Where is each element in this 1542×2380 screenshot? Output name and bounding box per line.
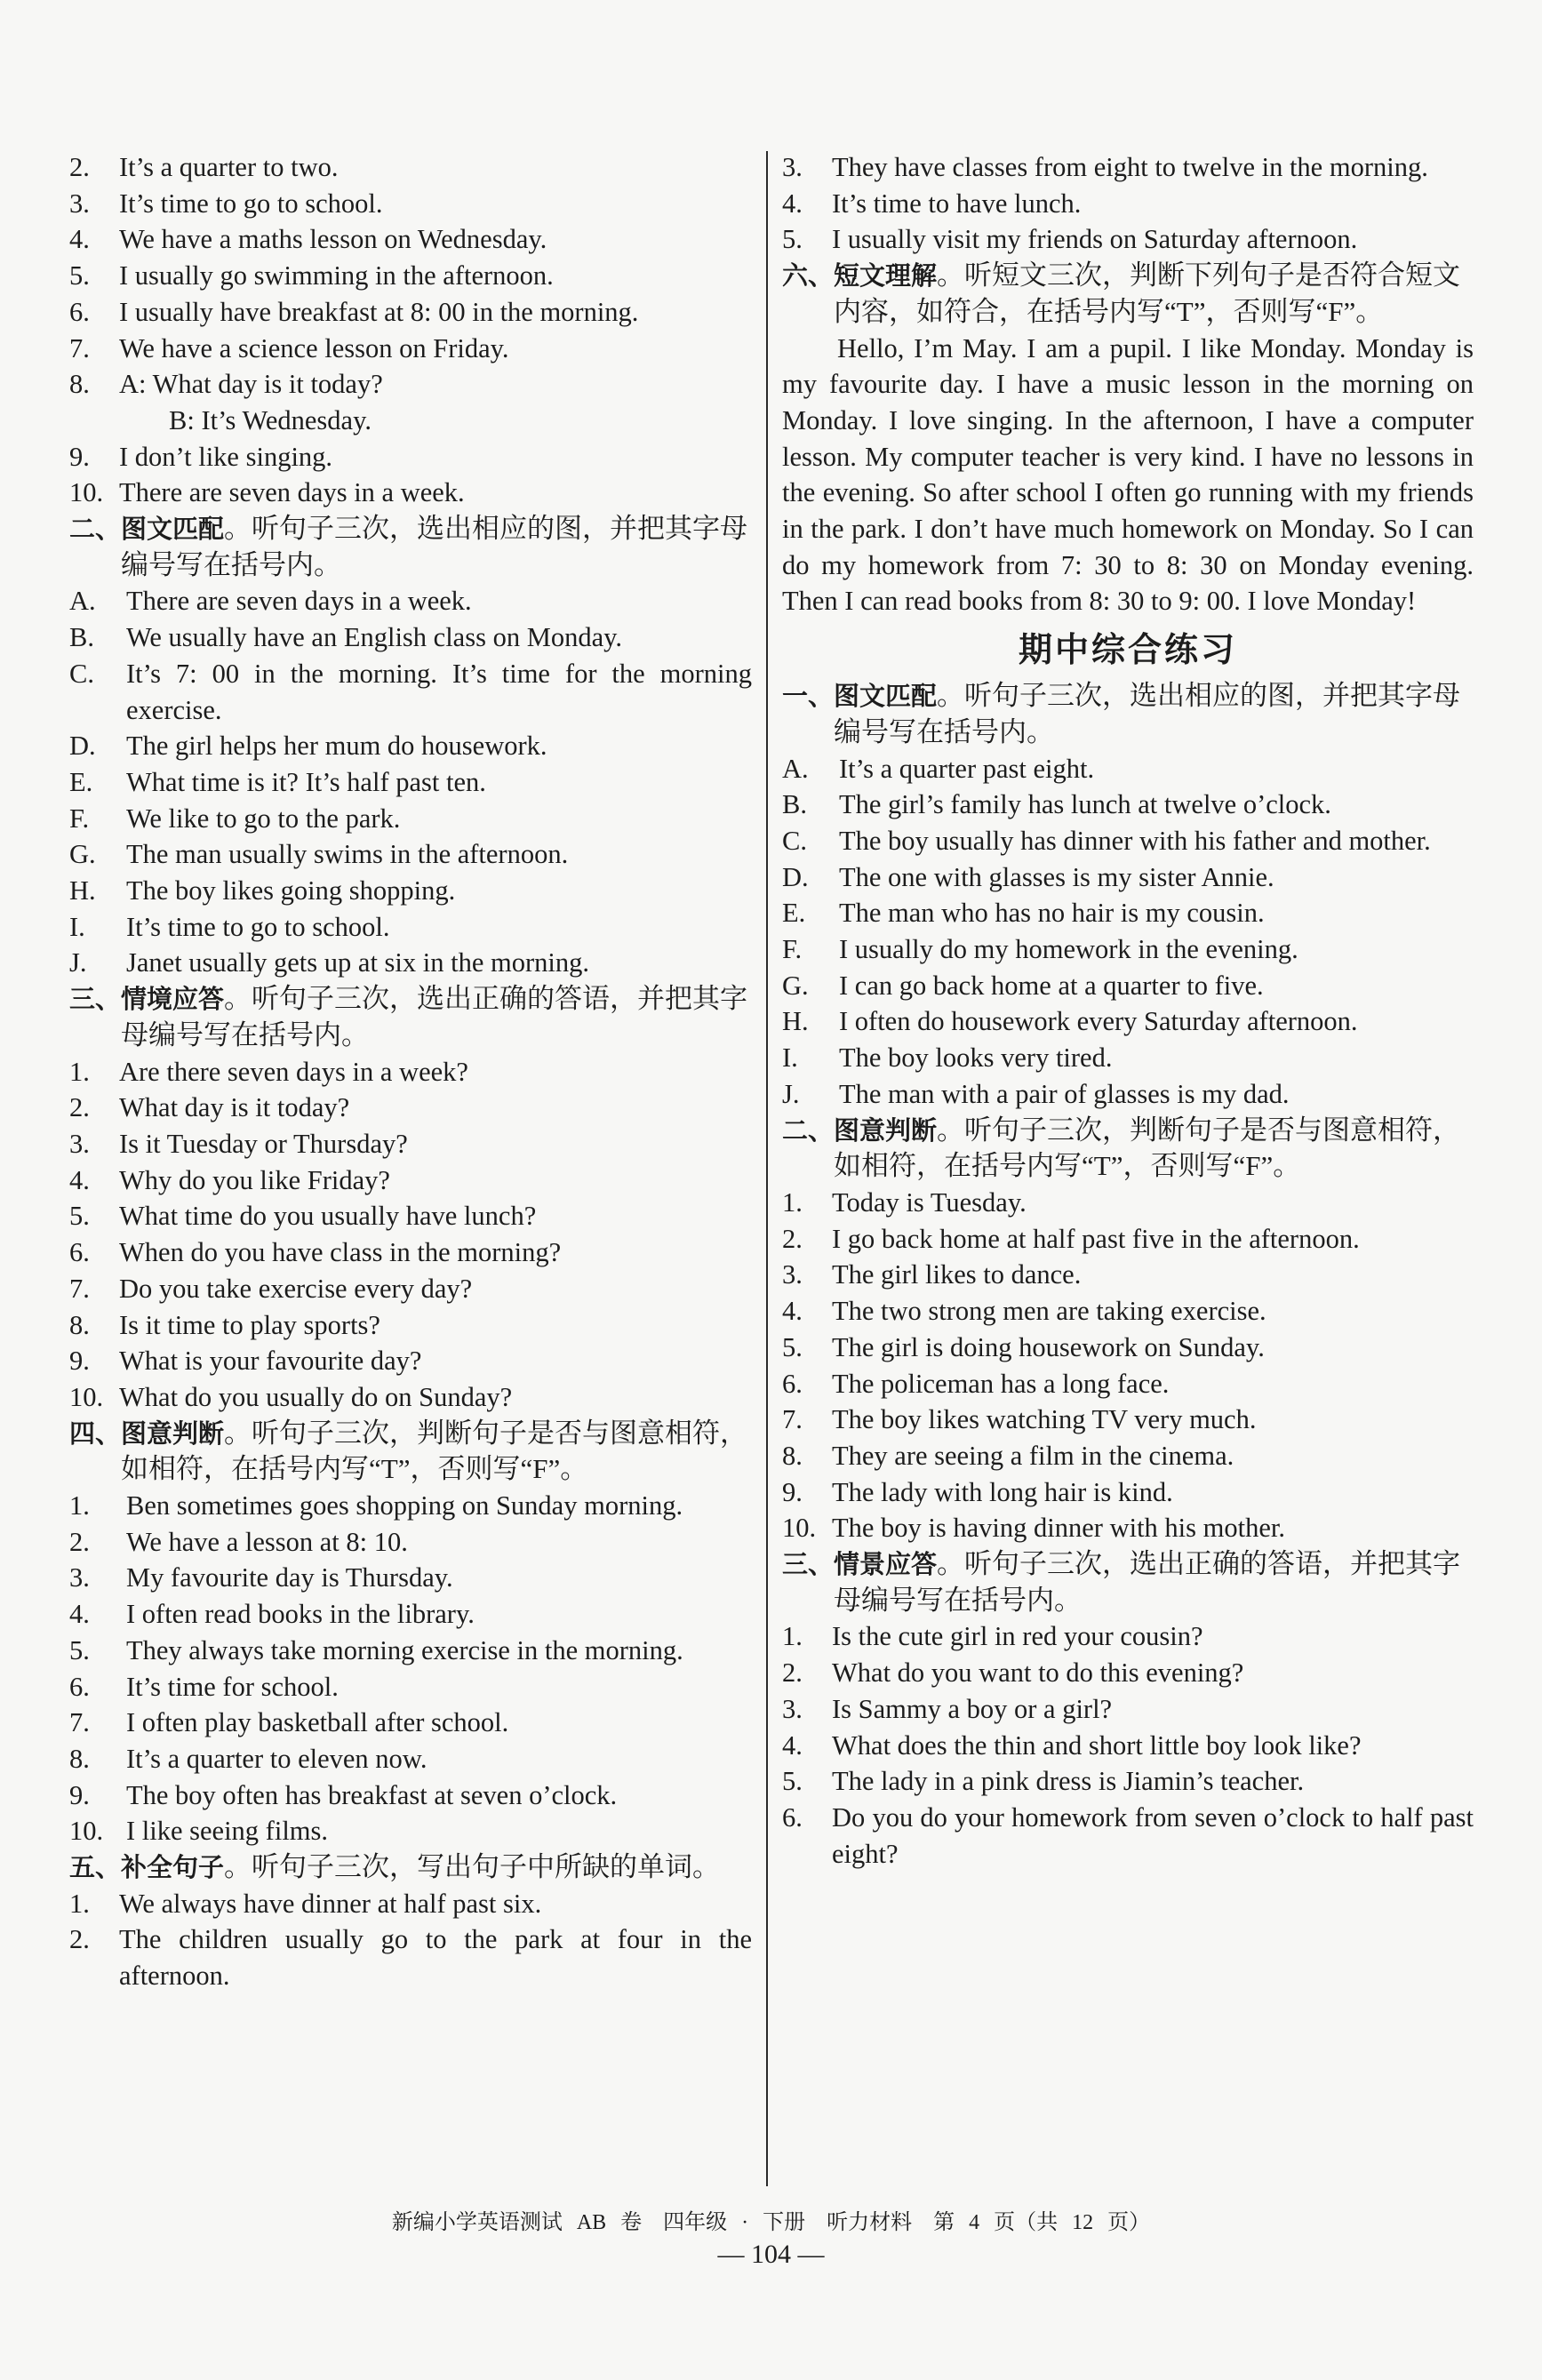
item-text: We like to go to the park.	[126, 803, 401, 834]
section-number: 一、	[782, 681, 835, 712]
item-text: The boy looks very tired.	[839, 1042, 1113, 1074]
list-item	[69, 945, 752, 981]
list-item	[69, 221, 752, 258]
list-item	[782, 1763, 1474, 1800]
list-item	[782, 787, 1474, 823]
item-number: E.	[782, 898, 806, 929]
list-item	[69, 1705, 752, 1741]
item-number: 1.	[69, 1490, 90, 1521]
right-column	[782, 149, 1474, 1872]
item-number: 6.	[69, 296, 90, 327]
item-number: 4.	[782, 1296, 803, 1327]
list-item	[782, 931, 1474, 968]
item-text: The boy usually has dinner with his father and mother.	[839, 825, 1431, 856]
item-number: 3.	[782, 1693, 803, 1724]
item-text: The girl’s family has lunch at twelve o’clock.	[839, 789, 1331, 820]
list-item	[69, 1379, 752, 1416]
item-text: I usually have breakfast at 8: 00 in the morning.	[119, 296, 639, 327]
section-text: 。听短文三次，判断下列句子是否符合短文内容，如符合，在括号内写“T”，否则写“F”。	[834, 260, 1461, 327]
item-text: What time is it? It’s half past ten.	[126, 766, 486, 797]
item-number: 10.	[782, 1513, 817, 1544]
list-item	[69, 186, 752, 222]
list-item	[69, 1307, 752, 1344]
item-text: What is your favourite day?	[119, 1346, 422, 1377]
column-divider	[766, 151, 768, 2186]
item-text: The policeman has a long face.	[832, 1368, 1170, 1399]
item-text: I often do housework every Saturday afternoon.	[839, 1006, 1358, 1037]
list-item	[782, 1076, 1474, 1113]
section-name: 图意判断	[121, 1418, 225, 1449]
item-number: 5.	[782, 1331, 803, 1362]
item-number: C.	[69, 658, 94, 689]
list-item	[69, 1198, 752, 1234]
list-item	[69, 801, 752, 837]
section-heading	[69, 1416, 752, 1488]
list-item	[782, 1040, 1474, 1076]
item-number: 9.	[782, 1476, 803, 1507]
item-text: I go back home at half past five in the afternoon.	[832, 1223, 1360, 1254]
list-item	[69, 909, 752, 946]
item-text: The girl is doing housework on Sunday.	[832, 1331, 1265, 1362]
item-number: 2.	[69, 1924, 90, 1955]
item-text: We have a maths lesson on Wednesday.	[119, 224, 547, 255]
section-name: 情境应答	[121, 984, 225, 1015]
item-number: 3.	[69, 1562, 90, 1593]
item-number: 6.	[782, 1368, 803, 1399]
list-item	[69, 656, 752, 728]
item-text: Is Sammy a boy or a girl?	[832, 1693, 1113, 1724]
list-item	[782, 1728, 1474, 1764]
section-name: 图文匹配	[834, 681, 938, 712]
list-item	[782, 1438, 1474, 1474]
item-text: What do you want to do this evening?	[832, 1657, 1244, 1689]
section-text: 。听句子三次，选出正确的答语，并把其字母编号写在括号内。	[834, 1548, 1461, 1616]
section-text: 。听句子三次，判断句子是否与图意相符，如相符，在括号内写“T”，否则写“F”。	[121, 1417, 748, 1485]
item-number: 10.	[69, 1816, 104, 1847]
list-item	[69, 1488, 752, 1524]
item-text: The boy likes going shopping.	[126, 875, 456, 906]
list-item	[782, 221, 1474, 258]
section-text: 。听句子三次，判断句子是否与图意相符，如相符，在括号内写“T”，否则写“F”。	[834, 1114, 1461, 1182]
list-item	[69, 619, 752, 656]
item-number: 10.	[69, 1381, 104, 1412]
list-item	[69, 366, 752, 403]
item-text: The one with glasses is my sister Annie.	[839, 861, 1274, 892]
item-number: D.	[69, 731, 96, 762]
item-number: 3.	[69, 1128, 90, 1159]
list-item	[69, 403, 752, 439]
list-item	[782, 186, 1474, 222]
list-item	[69, 1921, 752, 1993]
item-number: 4.	[782, 1729, 803, 1761]
section-instruction	[121, 981, 752, 1053]
list-item	[69, 728, 752, 764]
section-heading	[782, 258, 1474, 330]
list-item	[69, 1524, 752, 1561]
item-number: 5.	[69, 260, 90, 292]
item-text: Are there seven days in a week?	[119, 1056, 468, 1087]
section-text: 。听句子三次，选出相应的图，并把其字母编号写在括号内。	[834, 680, 1461, 747]
item-number: 10.	[69, 477, 104, 508]
item-text: They are seeing a film in the cinema.	[832, 1440, 1234, 1471]
item-number: 1.	[782, 1621, 803, 1652]
list-item	[782, 968, 1474, 1004]
section-number: 六、	[782, 260, 835, 292]
item-text: A: What day is it today?	[119, 369, 383, 400]
item-text: The girl helps her mum do housework.	[126, 731, 547, 762]
passage	[782, 331, 1474, 620]
item-text: It’s a quarter past eight.	[839, 753, 1095, 784]
item-text: Why do you like Friday?	[119, 1164, 390, 1195]
item-number: A.	[69, 586, 96, 617]
item-text: It’s 7: 00 in the morning. It’s time for the morning exercise.	[126, 658, 752, 725]
item-number: 9.	[69, 1779, 90, 1810]
item-number: 5.	[69, 1634, 90, 1665]
item-number: 7.	[782, 1404, 803, 1435]
list-item	[69, 1741, 752, 1777]
section-name: 图意判断	[834, 1114, 938, 1146]
list-item	[782, 823, 1474, 859]
item-number: 9.	[69, 441, 90, 472]
item-text: The boy is having dinner with his mother.	[832, 1513, 1285, 1544]
item-text: The children usually go to the park at four in the afternoon.	[119, 1924, 752, 1992]
list-item	[69, 1234, 752, 1271]
item-number: 3.	[69, 188, 90, 219]
item-text: The two strong men are taking exercise.	[832, 1296, 1266, 1327]
item-text: I usually go swimming in the afternoon.	[119, 260, 554, 292]
item-number: E.	[69, 766, 93, 797]
item-number: G.	[782, 970, 809, 1001]
section-instruction	[834, 678, 1474, 750]
item-text: It’s time to go to school.	[126, 911, 390, 942]
item-text: It’s time to go to school.	[119, 188, 383, 219]
list-item	[69, 1669, 752, 1705]
item-number	[69, 403, 169, 439]
item-text: The boy likes watching TV very much.	[832, 1404, 1257, 1435]
section-text: 。听句子三次，选出相应的图，并把其字母编号写在括号内。	[121, 513, 748, 580]
list-item	[782, 895, 1474, 931]
item-text: We have a science lesson on Friday.	[119, 332, 509, 363]
list-item	[782, 751, 1474, 787]
item-text: Do you do your homework from seven o’clock to half past eight?	[832, 1801, 1474, 1869]
item-text: What do you usually do on Sunday?	[119, 1381, 513, 1412]
item-number: 7.	[69, 1273, 90, 1304]
item-number: 3.	[782, 1259, 803, 1290]
section-heading	[69, 981, 752, 1053]
item-text: We usually have an English class on Monday.	[126, 622, 623, 653]
item-text: It’s a quarter to eleven now.	[126, 1743, 427, 1774]
item-number: 4.	[782, 188, 803, 219]
list-item	[69, 1777, 752, 1814]
section-heading	[782, 1546, 1474, 1618]
item-number: I.	[69, 911, 85, 942]
item-number: D.	[782, 861, 809, 892]
item-number: 7.	[69, 1707, 90, 1738]
list-item	[782, 859, 1474, 896]
passage-text: Hello, I’m May. I am a pupil. I like Monday. Monday is my favourite day. I have a music lesson in the morning on Monday. I love singing. In the afternoon, I have a computer lesson. My computer teacher is very kind. I have no lessons in the evening. So after school I often go running with my friends in the park. I don’t have much homework on Monday. So I can do my homework from 7: 30 to 8: 30 on Monday evening. Then I can read books from 8: 30 to 9: 00. I love Monday!	[782, 332, 1474, 617]
list-item	[69, 836, 752, 873]
list-item	[782, 1185, 1474, 1221]
list-item	[782, 1618, 1474, 1655]
item-number: 2.	[782, 1657, 803, 1689]
item-text: They have classes from eight to twelve in the morning.	[832, 152, 1428, 182]
list-item	[782, 1474, 1474, 1511]
item-text: I usually do my homework in the evening.	[839, 934, 1298, 965]
item-number: H.	[782, 1006, 809, 1037]
list-item	[69, 1054, 752, 1090]
section-name: 补全句子	[121, 1852, 225, 1883]
list-item	[69, 1886, 752, 1922]
list-item	[69, 1633, 752, 1669]
section-instruction	[121, 1849, 752, 1886]
item-number: J.	[69, 947, 87, 978]
section-instruction	[121, 511, 752, 583]
list-item	[69, 294, 752, 331]
list-item	[782, 1330, 1474, 1366]
list-item	[782, 149, 1474, 186]
left-column	[69, 149, 752, 1994]
item-text: My favourite day is Thursday.	[126, 1562, 453, 1593]
list-item	[782, 1293, 1474, 1330]
item-text: The man usually swims in the afternoon.	[126, 839, 569, 870]
item-number: 5.	[782, 224, 803, 255]
section-number: 五、	[69, 1852, 122, 1883]
section-text: 。听句子三次，写出句子中所缺的单词。	[224, 1851, 721, 1883]
item-text: What time do you usually have lunch?	[119, 1201, 537, 1232]
item-text: I often play basketball after school.	[126, 1707, 509, 1738]
item-number: 5.	[782, 1766, 803, 1797]
list-item	[69, 1560, 752, 1596]
list-item	[69, 331, 752, 367]
item-number: 8.	[782, 1440, 803, 1471]
section-name: 图文匹配	[121, 514, 225, 545]
item-number: 6.	[69, 1671, 90, 1702]
list-item	[69, 873, 752, 909]
item-text: I often read books in the library.	[126, 1599, 475, 1630]
list-item	[782, 1221, 1474, 1258]
section-instruction	[834, 1113, 1474, 1185]
item-text: Today is Tuesday.	[832, 1186, 1027, 1218]
section-number: 二、	[782, 1114, 835, 1146]
item-number: 9.	[69, 1346, 90, 1377]
item-number: 1.	[782, 1186, 803, 1218]
item-number: J.	[782, 1078, 800, 1109]
section-title: 期中综合练习	[1018, 630, 1237, 670]
item-number: 6.	[782, 1801, 803, 1833]
item-number: 2.	[69, 1092, 90, 1123]
item-text: I don’t like singing.	[119, 441, 333, 472]
section-name: 情景应答	[834, 1549, 938, 1580]
list-item	[69, 1596, 752, 1633]
section-heading	[782, 678, 1474, 750]
item-text: B: It’s Wednesday.	[169, 404, 372, 435]
list-item	[69, 439, 752, 475]
item-number: 8.	[69, 1309, 90, 1340]
section-text: 。听句子三次，选出正确的答语，并把其字母编号写在括号内。	[121, 983, 748, 1050]
list-item	[69, 258, 752, 294]
item-number: G.	[69, 839, 96, 870]
item-text: There are seven days in a week.	[119, 477, 465, 508]
item-text: What day is it today?	[119, 1092, 350, 1123]
section-number: 二、	[69, 514, 122, 545]
list-item	[69, 583, 752, 619]
item-text: It’s time to have lunch.	[832, 188, 1082, 219]
section-number: 四、	[69, 1418, 122, 1449]
list-item	[782, 1691, 1474, 1728]
item-number: B.	[782, 789, 807, 820]
item-number: F.	[782, 934, 803, 965]
list-item	[782, 1402, 1474, 1438]
item-text: I can go back home at a quarter to five.	[839, 970, 1264, 1001]
section-number: 三、	[69, 984, 122, 1015]
item-text: Is the cute girl in red your cousin?	[832, 1621, 1203, 1652]
item-number: 8.	[69, 369, 90, 400]
list-item	[782, 1366, 1474, 1402]
section-heading	[69, 511, 752, 583]
item-text: There are seven days in a week.	[126, 586, 472, 617]
list-item	[69, 1343, 752, 1379]
list-item	[69, 1813, 752, 1849]
page-number: — 104 —	[717, 2240, 825, 2269]
item-number: 7.	[69, 332, 90, 363]
item-number: 2.	[69, 1526, 90, 1557]
item-text: The lady in a pink dress is Jiamin’s teacher.	[832, 1766, 1305, 1797]
list-item	[69, 149, 752, 186]
item-number: C.	[782, 825, 807, 856]
item-text: We always have dinner at half past six.	[119, 1888, 542, 1919]
item-number: 6.	[69, 1237, 90, 1268]
item-text: The man who has no hair is my cousin.	[839, 898, 1265, 929]
item-number: 2.	[782, 1223, 803, 1254]
item-number: F.	[69, 803, 90, 834]
list-item	[782, 1655, 1474, 1691]
item-text: What does the thin and short little boy look like?	[832, 1729, 1362, 1761]
item-number: 1.	[69, 1056, 90, 1087]
list-item	[69, 1126, 752, 1162]
list-item	[782, 1510, 1474, 1546]
section-heading	[69, 1849, 752, 1886]
section-name: 短文理解	[834, 260, 938, 292]
list-item	[782, 1800, 1474, 1872]
section-instruction	[834, 1546, 1474, 1618]
item-number: 1.	[69, 1888, 90, 1919]
list-item	[782, 1257, 1474, 1293]
item-text: Is it Tuesday or Thursday?	[119, 1128, 408, 1159]
list-item	[782, 1003, 1474, 1040]
section-heading	[782, 1113, 1474, 1185]
item-text: The man with a pair of glasses is my dad.	[839, 1078, 1290, 1109]
item-number: 3.	[782, 152, 803, 182]
item-text: Do you take exercise every day?	[119, 1273, 473, 1304]
footer-book-info: 新编小学英语测试 AB 卷 四年级 · 下册 听力材料 第 4 页（共 12 页）	[391, 2211, 1151, 2234]
item-text: I usually visit my friends on Saturday afternoon.	[832, 224, 1358, 255]
item-text: It’s a quarter to two.	[119, 152, 339, 182]
item-text: The lady with long hair is kind.	[832, 1476, 1173, 1507]
list-item	[69, 1162, 752, 1199]
section-number: 三、	[782, 1549, 835, 1580]
item-text: I like seeing films.	[126, 1816, 329, 1847]
item-number: 5.	[69, 1201, 90, 1232]
item-text: When do you have class in the morning?	[119, 1237, 562, 1268]
item-text: Ben sometimes goes shopping on Sunday morning.	[126, 1490, 683, 1521]
item-number: B.	[69, 622, 94, 653]
item-text: The girl likes to dance.	[832, 1259, 1082, 1290]
item-number: H.	[69, 875, 96, 906]
item-number: 4.	[69, 1164, 90, 1195]
item-text: The boy often has breakfast at seven o’clock.	[126, 1779, 618, 1810]
item-number: 2.	[69, 152, 90, 182]
item-number: 4.	[69, 1599, 90, 1630]
section-instruction	[834, 258, 1474, 330]
item-text: Janet usually gets up at six in the morning.	[126, 947, 589, 978]
list-item	[69, 764, 752, 801]
item-number: I.	[782, 1042, 798, 1074]
item-text: Is it time to play sports?	[119, 1309, 380, 1340]
item-number: A.	[782, 753, 809, 784]
item-text: It’s time for school.	[126, 1671, 339, 1702]
item-text: They always take morning exercise in the morning.	[126, 1634, 683, 1665]
list-item	[69, 475, 752, 511]
list-item	[69, 1271, 752, 1307]
item-number: 4.	[69, 224, 90, 255]
section-instruction	[121, 1416, 752, 1488]
list-item	[69, 1090, 752, 1126]
item-text: We have a lesson at 8: 10.	[126, 1526, 408, 1557]
item-number: 8.	[69, 1743, 90, 1774]
